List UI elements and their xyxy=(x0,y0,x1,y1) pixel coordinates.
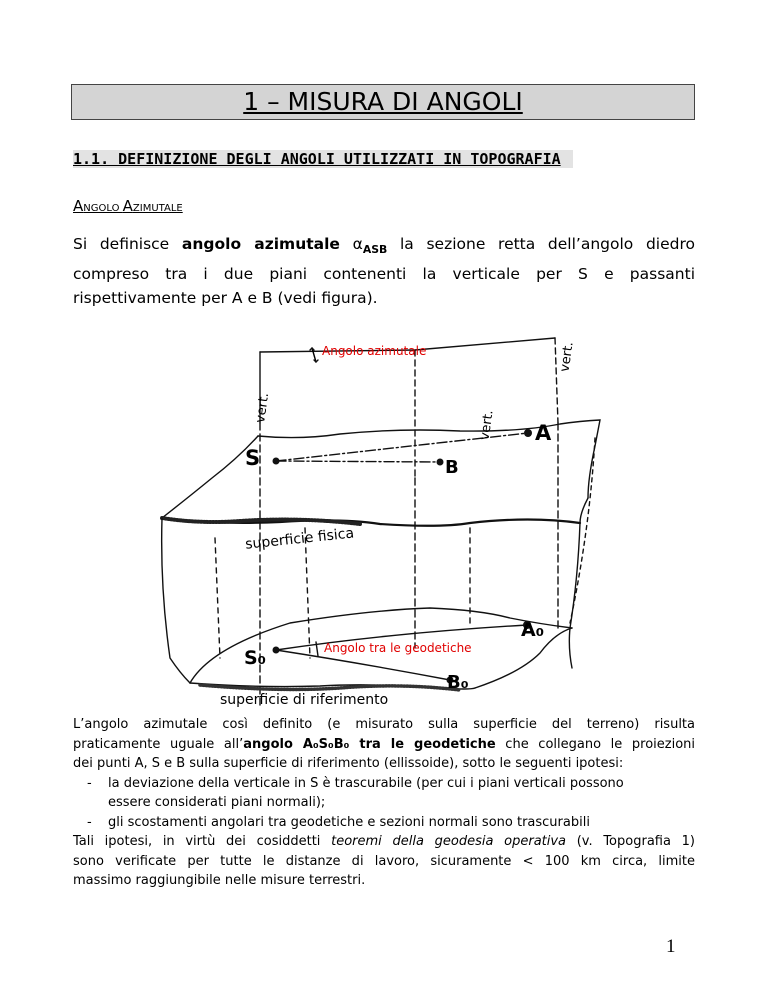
vert-label-S: vert. xyxy=(253,391,273,424)
explanation-text xyxy=(73,715,695,891)
subheading: ANGOLO AZIMUTALE xyxy=(73,197,183,215)
label-angolo-geodetiche: Angolo tra le geodetiche xyxy=(324,641,472,655)
page-title: 1 – MISURA DI ANGOLI xyxy=(71,84,695,120)
text-line: Tali ipotesi, in virtù dei cosiddetti teoremi della geodesia operativa (v. Topografia 1) xyxy=(73,834,695,849)
text-line: L’angolo azimutale così definito (e misurato sulla superficie del terreno) risulta xyxy=(73,717,695,732)
list-item-continuation: essere considerati piani normali); xyxy=(108,795,326,810)
para-line: Si definisce angolo azimutale $\alpha_{ASB}$ la sezione retta dell’angolo diedro xyxy=(73,235,695,257)
point-B0-label: B₀ xyxy=(447,672,469,693)
para-line: compreso tra i due piani contenenti la verticale per S e passanti xyxy=(73,265,695,284)
point-A-label: A xyxy=(535,421,552,445)
surface-reference-label: superficie di riferimento xyxy=(220,692,389,708)
azimuth-figure xyxy=(140,328,640,710)
text-line: praticamente uguale all’angolo A₀S₀B₀ tra le geodetiche che collegano le proiezioni xyxy=(73,736,696,752)
label-angolo-azimutale: Angolo azimutale xyxy=(322,344,427,358)
vert-label-B: vert. xyxy=(477,409,497,442)
text-line: dei punti A, S e B sulla superficie di riferimento (ellissoide), sotto le seguenti ipotesi: xyxy=(73,756,624,771)
list-item: - gli scostamenti angolari tra geodetiche e sezioni normali sono trascurabili xyxy=(87,814,590,830)
point-B-label: B xyxy=(445,457,459,478)
page-number: 1 xyxy=(666,936,676,957)
text-line: sono verificate per tutte le distanze di lavoro, sicuramente < 100 km circa, limite xyxy=(73,853,695,869)
section-heading: 1.1. DEFINIZIONE DEGLI ANGOLI UTILIZZATI IN TOPOGRAFIA xyxy=(73,148,695,170)
point-A0-label: A₀ xyxy=(521,619,545,641)
definition-paragraph xyxy=(73,232,695,310)
list-item: - la deviazione della verticale in S è trascurabile (per cui i piani verticali possono xyxy=(87,775,624,791)
vert-label-A: vert. xyxy=(557,340,577,373)
para-line: rispettivamente per A e B (vedi figura). xyxy=(73,289,378,308)
point-S0-label: S₀ xyxy=(244,647,267,669)
text-line: massimo raggiungibile nelle misure terrestri. xyxy=(73,873,366,888)
surface-physical-label: superficie fisica xyxy=(244,525,355,553)
point-S-label: S xyxy=(245,446,261,470)
